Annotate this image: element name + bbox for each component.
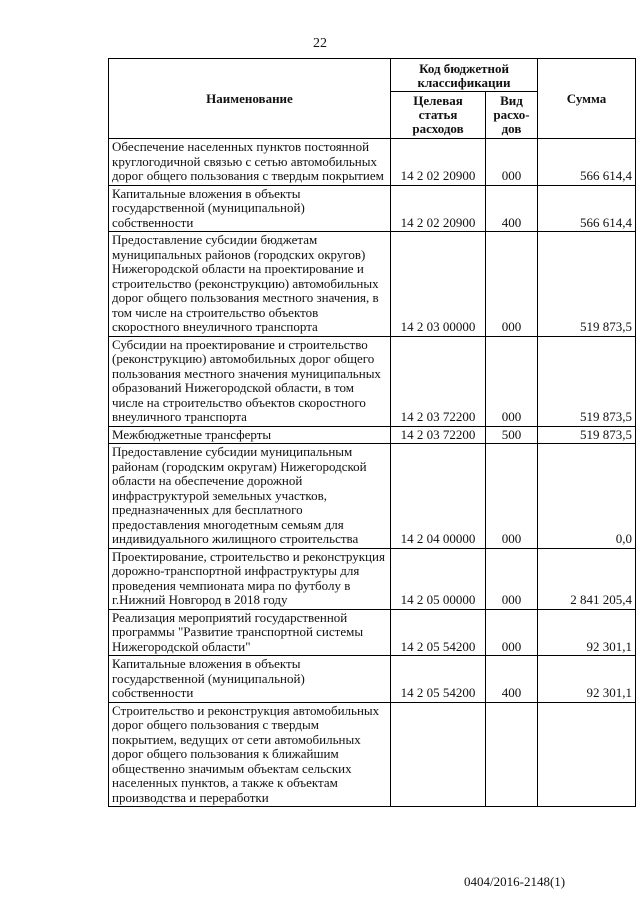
table-row (109, 656, 636, 703)
table-row (109, 426, 636, 444)
row-target-code: 14 2 02 20900 (391, 139, 486, 186)
row-target-code: 14 2 03 00000 (391, 232, 486, 337)
row-expense-kind (486, 702, 538, 807)
row-target-code: 14 2 04 00000 (391, 444, 486, 549)
row-expense-kind: 000 (486, 232, 538, 337)
row-name: Капитальные вложения в объекты государственной (муниципальной) собственности (109, 656, 391, 703)
row-sum: 566 614,4 (538, 185, 636, 232)
row-target-code: 14 2 02 20900 (391, 185, 486, 232)
row-sum: 92 301,1 (538, 656, 636, 703)
row-target-code: 14 2 05 00000 (391, 548, 486, 609)
row-sum: 519 873,5 (538, 426, 636, 444)
header-code-group: Код бюджетной классификации (391, 59, 538, 92)
table-row (109, 336, 636, 426)
table-row (109, 609, 636, 656)
header-sum: Сумма (538, 59, 636, 139)
document-code: 0404/2016-2148(1) (464, 874, 566, 889)
row-name: Предоставление субсидии бюджетам муниципальных районов (городских округов) Нижегородской области на проектирование и строительство (реконструкцию) автомобильных дорог общего пользования местного значения, в том числе на строительство объектов скоростного внеуличного транспорта (109, 232, 391, 337)
row-expense-kind: 000 (486, 336, 538, 426)
header-row-top (109, 59, 636, 92)
row-target-code: 14 2 03 72200 (391, 336, 486, 426)
row-name: Проектирование, строительство и реконструкция дорожно-транспортной инфраструктуры для проведения чемпионата мира по футболу в г.Нижний Новгород в 2018 году (109, 548, 391, 609)
row-expense-kind: 400 (486, 656, 538, 703)
row-expense-kind: 000 (486, 444, 538, 549)
row-sum: 519 873,5 (538, 232, 636, 337)
row-target-code: 14 2 03 72200 (391, 426, 486, 444)
page-number: 22 (313, 36, 327, 51)
row-expense-kind: 400 (486, 185, 538, 232)
budget-table (108, 58, 636, 807)
row-expense-kind: 000 (486, 139, 538, 186)
header-name: Наименование (109, 59, 391, 139)
table-row (109, 444, 636, 549)
table-row (109, 232, 636, 337)
row-name: Межбюджетные трансферты (109, 426, 391, 444)
table-row (109, 702, 636, 807)
header-target: Целевая статья расходов (391, 92, 486, 139)
row-expense-kind: 000 (486, 609, 538, 656)
row-target-code (391, 702, 486, 807)
row-name: Строительство и реконструкция автомобильных дорог общего пользования с твердым покрытием, ведущих от сети автомобильных дорог общего пользования к ближайшим общественно значимым объектам сельских населенных пунктов, а также к объектам производства и переработки (109, 702, 391, 807)
row-sum (538, 702, 636, 807)
row-name: Субсидии на проектирование и строительство (реконструкцию) автомобильных дорог общего пользования местного значения муниципальных образований Нижегородской области, в том числе на строительство объектов скоростного внеуличного транспорта (109, 336, 391, 426)
row-expense-kind: 000 (486, 548, 538, 609)
row-target-code: 14 2 05 54200 (391, 609, 486, 656)
row-sum: 566 614,4 (538, 139, 636, 186)
row-expense-kind: 500 (486, 426, 538, 444)
row-name: Обеспечение населенных пунктов постоянной круглогодичной связью с сетью автомобильных дорог общего пользования с твердым покрытием (109, 139, 391, 186)
row-sum: 0,0 (538, 444, 636, 549)
table-row (109, 548, 636, 609)
row-name: Капитальные вложения в объекты государственной (муниципальной) собственности (109, 185, 391, 232)
table-row (109, 185, 636, 232)
row-sum: 92 301,1 (538, 609, 636, 656)
table-row (109, 139, 636, 186)
row-sum: 519 873,5 (538, 336, 636, 426)
row-name: Реализация мероприятий государственной программы "Развитие транспортной системы Нижегородской области" (109, 609, 391, 656)
row-name: Предоставление субсидии муниципальным районам (городским округам) Нижегородской области на обеспечение дорожной инфраструктурой земельных участков, предназначенных для бесплатного предоставления многодетным семьям для индивидуального жилищного строительства (109, 444, 391, 549)
header-kind: Вид расхо-дов (486, 92, 538, 139)
row-sum: 2 841 205,4 (538, 548, 636, 609)
row-target-code: 14 2 05 54200 (391, 656, 486, 703)
